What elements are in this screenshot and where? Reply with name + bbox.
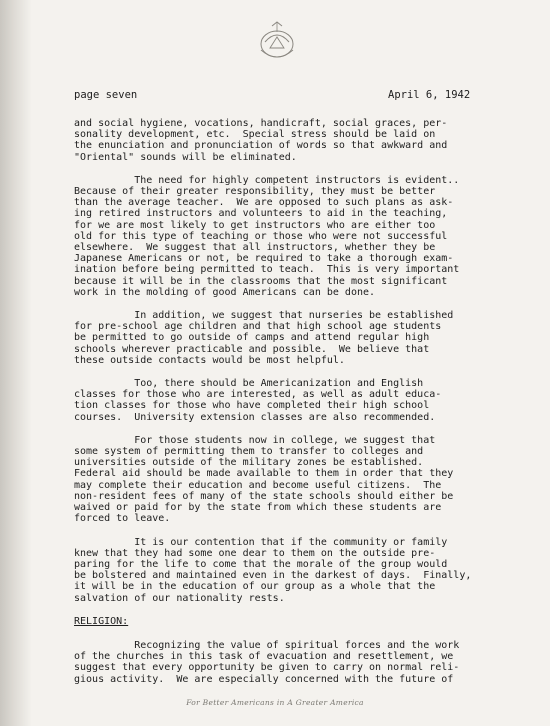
paragraph-1: and social hygiene, vocations, handicraft, social graces, per- sonality development, etc. Special stress should be laid on the enunciation and pronunciation of words so that awkward and "Oriental" sounds will be eliminated. — [74, 118, 448, 163]
page-number-label: page seven — [74, 89, 138, 101]
paragraph-3: In addition, we suggest that nurseries be established for pre-school age children and that high school age students be permitted to go outside of camps and attend regular high schools wherever practicable and possible. We believe that these outside contacts would be most helpful. — [74, 310, 454, 366]
paragraph-5: For those students now in college, we suggest that some system of permitting them to transfer to colleges and universities outside of the military zones be established. Federal aid should be made available to them in order that they may complete their education and become useful citizens. The non-resident fees of many of the state schools should either be waived or paid for by the state from which these students are forced to leave. — [74, 434, 454, 525]
paragraph-4: Too, there should be Americanization and English classes for those who are interested, as well as adult educa- tion classes for those who have completed their high school courses. University extension classes are also recommended. — [74, 378, 442, 423]
section-heading-religion: RELIGION: — [74, 615, 129, 627]
religion-paragraph: Recognizing the value of spiritual forces and the work of the churches in this task of evacuation and resettlement, we suggest that every opportunity be given to carry on normal reli- gious activity. We are especially concerned with the future of — [74, 639, 460, 685]
footer-motto: For Better Americans in A Greater America — [186, 698, 364, 707]
document-date: April 6, 1942 — [388, 89, 471, 101]
paragraph-6: It is our contention that if the community or family knew that they had some one dear to them on the outside pre- paring for the life to come that the morale of the group would be bolstered and maintained even in the darkest of days. Finally, it will be in the education of our group as a whole that the salvation of our nationality rests. — [74, 536, 472, 604]
document-body — [74, 118, 514, 697]
organization-seal-icon — [252, 20, 302, 62]
paragraph-2: The need for highly competent instructors is evident.. Because of their greater responsibility, they must be better than the average teacher. We are opposed to such plans as ask- ing retired instructors and volunteers to aid in the teaching, for we are most likely to get instructors who are either too old for this type of teaching or those who were not successful elsewhere. We suggest that all instructors, whether they be Japanese Americans or not, be required to take a thorough exam- ination before being permitted to teach. This is very important because it will be in the classrooms that the most significant work in the molding of good Americans can be done. — [74, 174, 460, 298]
